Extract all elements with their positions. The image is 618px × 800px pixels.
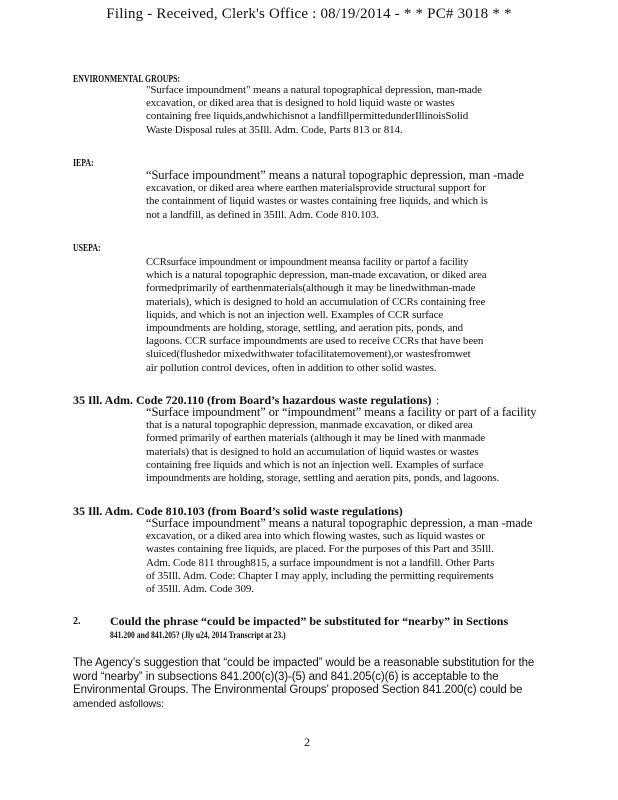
code-720-heading: 35 Ill. Adm. Code 720.110 (from Board’s hazardous waste regulations) (73, 393, 432, 407)
definition-line: "Surface impoundment" means a natural topographical depression, man-made (146, 84, 482, 96)
definition-line: liquids, and which is not an injection well. Examples of CCR surface (146, 308, 444, 321)
usepa-definition (146, 256, 487, 375)
definition-line: excavation, or diked area that is designed to hold liquid waste or wastes (146, 97, 455, 110)
code-810-heading: 35 Ill. Adm. Code 810.103 (from Board’s solid waste regulations) (73, 504, 403, 518)
code-810-definition (146, 517, 532, 596)
question-citation: 841.200 and 841.205? (Jly u24, 2014 Transcript at 23.) (110, 630, 286, 640)
response-paragraph (73, 657, 534, 711)
definition-line: lagoons. CCR surface impoundments are used to receive CCRs that have been (146, 335, 484, 348)
definition-line: wastes containing free liquids, are placed. For the purposes of this Part and 35Ill. (146, 543, 494, 556)
definition-line: impoundments are holding, storage, settling, and aeration pits, ponds, and (146, 322, 464, 335)
definition-line: excavation, or diked area where earthen materialsprovide structural support for (146, 182, 486, 195)
iepa-definition (146, 169, 524, 222)
definition-line: materials), which is designed to hold an accumulation of CCRs containing free (146, 295, 486, 308)
definition-line: impoundments are holding, storage, settling and aeration pits, ponds, and lagoons. (146, 472, 500, 485)
definition-line: materials) that is designed to hold an accumulation of liquid wastes or wastes (146, 445, 479, 458)
definition-line: “Surface impoundment” means a natural topographic depression, a man -made (146, 516, 533, 530)
env-groups-label: ENVIRONMENTAL GROUPS: (73, 74, 181, 85)
definition-line: of 35Ill. Adm. Code 309. (146, 583, 254, 596)
definition-line: CCRsurface impoundment or impoundment meansa facility or partof a facility (146, 257, 469, 268)
definition-line: “Surface impoundment” means a natural topographic depression, man -made (146, 168, 524, 182)
definition-line: which is a natural topographic depression, man-made excavation, or diked area (146, 269, 487, 282)
filing-header: Filing - Received, Clerk's Office : 08/19/2014 - * * PC# 3018 * * (106, 6, 512, 22)
definition-line: Waste Disposal rules at 35Ill. Adm. Code, Parts 813 or 814. (146, 123, 403, 136)
paragraph-line: The Agency’s suggestion that “could be impacted” would be a reasonable substitution for the (73, 657, 535, 669)
paragraph-line: Environmental Groups. The Environmental Groups’ proposed Section 841.200(c) could be (73, 684, 523, 696)
definition-line: “Surface impoundment” or “impoundment” means a facility or part of a facility (146, 405, 537, 419)
definition-line: containing free liquids and which is not an injection well. Examples of surface (146, 458, 484, 471)
code-720-definition (146, 406, 536, 485)
definition-line: formedprimarily of earthenmaterials(although it may be linedwithman-made (146, 282, 476, 295)
definition-line: not a landfill, as defined in 35Ill. Adm. Code 810.103. (146, 208, 379, 221)
code-720-colon: : (436, 393, 440, 407)
usepa-label: USEPA: (73, 243, 101, 254)
definition-line: the containment of liquid wastes or wastes containing free liquids, and which is (146, 195, 488, 208)
definition-line: of 35Ill. Adm. Code: Chapter I may apply, including the permitting requirements (146, 569, 494, 582)
paragraph-line: word “nearby” in subsections 841.200(c)(3)-(5) and 841.205(c)(6) is acceptable to the (73, 670, 499, 683)
paragraph-line: amended asfollows: (73, 697, 165, 710)
env-groups-definition (146, 84, 482, 137)
definition-line: sluiced(flushedor mixedwithwater tofacilitatemovement),or wastesfromwet (146, 348, 471, 361)
question-text: Could the phrase “could be impacted” be substituted for “nearby” in Sections (110, 614, 509, 628)
definition-line: air pollution control devices, often in addition to other solid wastes. (146, 361, 437, 374)
definition-line: that is a natural topographic depression, manmade excavation, or diked area (146, 419, 473, 432)
definition-line: Adm. Code 811 through815, a surface impoundment is not a landfill. Other Parts (146, 556, 495, 569)
definition-line: formed primarily of earthen materials (although it may be lined with manmade (146, 432, 486, 445)
definition-line: containing free liquids,andwhichisnot a landfillpermittedunderIllinoisSolid (146, 110, 469, 123)
iepa-label: IEPA: (73, 158, 94, 169)
page-number: 2 (304, 735, 310, 749)
definition-line: excavation, or a diked area into which flowing wastes, such as liquid wastes or (146, 530, 485, 543)
question-number: 2. (73, 616, 81, 627)
